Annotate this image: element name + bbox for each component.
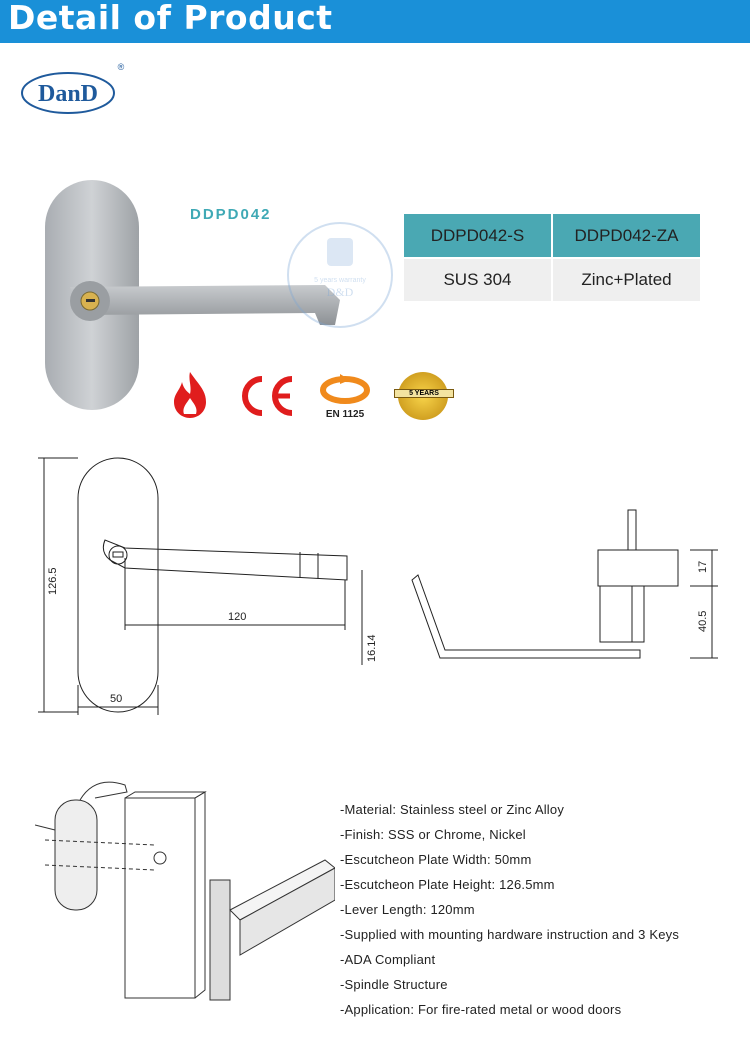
product-model: DDPD042 — [190, 206, 272, 223]
watermark-seal — [285, 218, 395, 333]
fire-rated-icon — [170, 370, 210, 420]
spec-item: -Escutcheon Plate Height: 126.5mm — [340, 877, 555, 892]
variant-code: DDPD042-S — [404, 214, 551, 257]
variant-code: DDPD042-ZA — [553, 214, 700, 257]
spec-item: -Application: For fire-rated metal or wood doors — [340, 1002, 622, 1017]
spec-item: -Finish: SSS or Chrome, Nickel — [340, 827, 526, 842]
en1125-label: EN 1125 — [325, 409, 365, 420]
registered-mark: ® — [117, 62, 125, 72]
spec-item: -ADA Compliant — [340, 952, 436, 967]
spec-item: -Material: Stainless steel or Zinc Alloy — [340, 802, 565, 817]
logo-text: DanD — [37, 81, 99, 107]
warranty-label: 5 YEARS — [394, 389, 454, 398]
page-title: Detail of Product — [8, 0, 333, 37]
watermark-brand: D&D — [326, 285, 354, 299]
width-dimension: 50 — [110, 693, 123, 705]
spec-item: -Lever Length: 120mm — [340, 902, 475, 917]
dimension-drawing — [0, 440, 750, 730]
ce-mark-icon — [236, 373, 296, 418]
projection-dimension: 40.5 — [697, 610, 709, 632]
lever-length-dimension: 120 — [228, 611, 247, 623]
spec-list — [340, 800, 679, 1025]
spec-item: -Spindle Structure — [340, 977, 448, 992]
variant-material: Zinc+Plated — [553, 259, 700, 301]
spec-item: -Supplied with mounting hardware instruction and 3 Keys — [340, 927, 680, 942]
dand-logo — [20, 60, 130, 121]
variant-table — [402, 212, 702, 303]
en1125-icon — [316, 372, 374, 420]
header-bar — [0, 0, 750, 43]
variant-material: SUS 304 — [404, 259, 551, 301]
lever-offset-dimension: 16.14 — [366, 634, 378, 662]
exploded-installation-drawing — [35, 770, 335, 1020]
watermark-text: 5 years warranty — [314, 277, 366, 284]
rose-height-dimension: 17 — [697, 560, 709, 573]
5-years-warranty-badge-icon — [398, 372, 448, 420]
height-dimension: 126.5 — [47, 567, 59, 595]
spec-item: -Escutcheon Plate Width: 50mm — [340, 852, 532, 867]
